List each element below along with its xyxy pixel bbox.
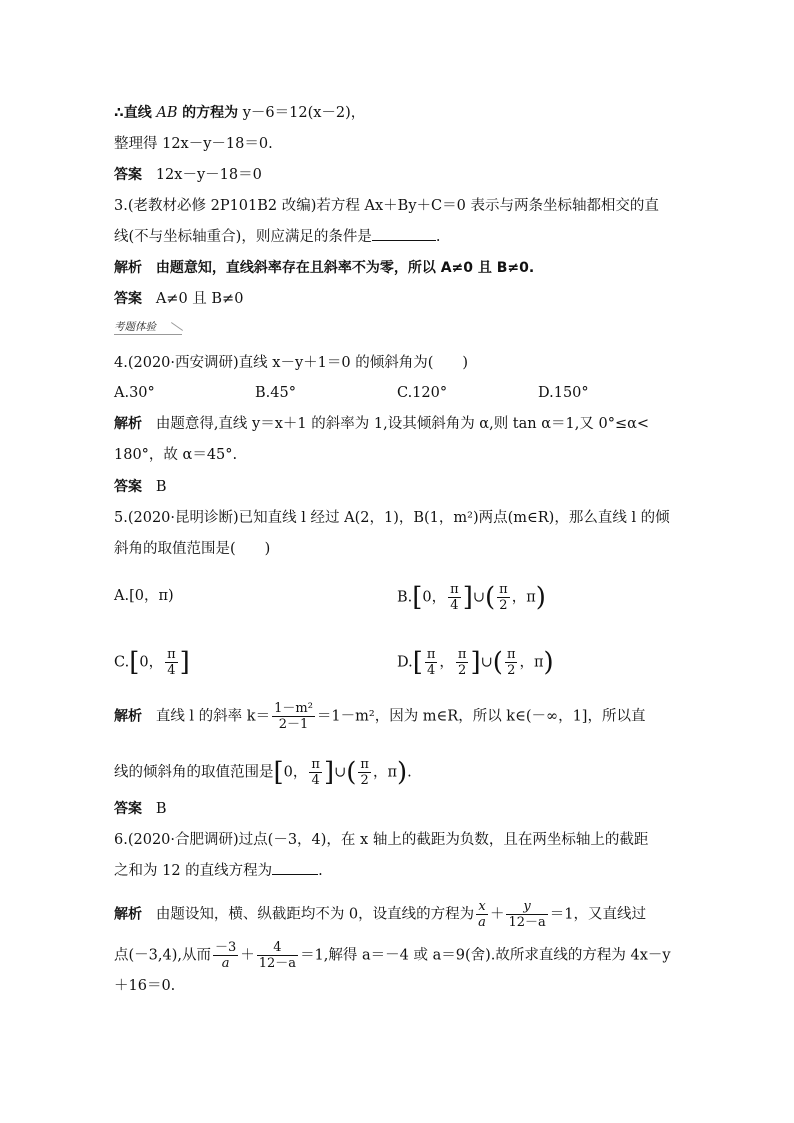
fraction: $\frac{\pi}{4}$: [311, 757, 320, 788]
bracket: ): [396, 757, 408, 788]
answer-line: [114, 476, 166, 498]
answer-line: [114, 288, 243, 310]
bracket: (: [346, 757, 357, 788]
answer-line: [114, 798, 166, 820]
bracket: [: [412, 647, 423, 678]
math-text: ，π: [511, 589, 536, 606]
text-segment: y－6＝12(x－2)，: [242, 105, 366, 121]
text-line: [114, 102, 365, 124]
solution-label: 解析: [114, 708, 142, 725]
option-d: D.[ $\frac{\pi}{4}$ ， $\frac{\pi}{2}$ ]∪( $\frac{\pi}{2}$ ，π): [397, 647, 554, 678]
fraction: $\frac{\pi}{4}$: [450, 582, 459, 613]
text-segment: AB: [156, 105, 178, 121]
answer-label: 答案: [114, 479, 142, 495]
solution-text: ＝1－m²，因为 m∈R，所以 k∈(－∞，1]，所以直: [316, 708, 646, 725]
solution-line: 180°，故 α＝45°.: [114, 447, 238, 463]
math-text: 0，: [422, 589, 447, 606]
fraction: $\frac{\pi}{2}$: [506, 647, 516, 678]
bracket: [: [129, 647, 140, 678]
bracket: (: [485, 582, 496, 613]
answer-blank: [272, 860, 318, 875]
math-text: ，π: [372, 764, 397, 781]
solution-text: 由题设知，横、纵截距均不为 0，设直线的方程为: [155, 906, 475, 923]
fraction: $\frac{\pi}{2}$: [499, 582, 508, 613]
math-text: ∪: [480, 654, 493, 671]
text-segment: 之和为 12 的直线方程为: [114, 863, 273, 879]
answer-text: A≠0 且 B≠0: [155, 291, 244, 307]
answer-text: B: [155, 479, 167, 495]
question-line: 3.(老教材必修 2P101B2 改编)若方程 Ax＋By＋C＝0 表示与两条坐标轴都相交的直: [114, 198, 659, 214]
solution-text: ＝1，又直线过: [549, 906, 646, 923]
question-line: 斜角的取值范围是( ): [114, 541, 271, 557]
solution-text: ＝1,解得 a＝－4 或 a＝9(舍).故所求直线的方程为 4x－y: [300, 947, 671, 964]
option-letter: C.: [114, 654, 130, 671]
fraction: $\frac{x}{a}$: [478, 899, 486, 930]
solution-line: [114, 257, 534, 279]
section-tag-decoration: [171, 322, 183, 331]
answer-label: 答案: [114, 291, 142, 307]
text-segment: 线(不与坐标轴重合)，则应满足的条件是: [114, 229, 372, 245]
answer-text: 12x－y－18＝0: [155, 167, 262, 183]
option-d: D.150°: [538, 385, 589, 401]
option-b: [397, 582, 546, 613]
text-segment: 的方程为: [182, 105, 239, 121]
solution-text: 点(－3,4),从而: [114, 947, 211, 964]
math-text: 0，: [283, 764, 308, 781]
bracket: ]: [179, 647, 190, 678]
question-line: 4.(2020·西安调研)直线 x－y＋1＝0 的倾斜角为( ): [114, 355, 469, 371]
text-line: 整理得 12x－y－18＝0.: [114, 136, 273, 152]
solution-text: 由题意得,直线 y＝x＋1 的斜率为 1,设其倾斜角为 α,则 tan α＝1,又 0°≤α<: [155, 416, 650, 432]
math-text: ＋: [240, 947, 255, 964]
option-a: A.30°: [114, 385, 155, 401]
solution-line: ＋16＝0.: [114, 978, 176, 994]
option-b: B.45°: [255, 385, 296, 401]
option-letter: B.: [397, 589, 413, 606]
option-c: [114, 647, 190, 678]
fraction: $\frac{y}{12-a}$: [508, 899, 546, 930]
solution-line: [114, 899, 646, 930]
bracket: ): [543, 647, 554, 678]
math-text: ∪: [472, 589, 486, 606]
math-text: ∪: [334, 764, 347, 781]
solution-line: [114, 757, 412, 788]
fraction: $\frac{\text{1－m²}}{2-1}$: [274, 701, 313, 732]
solution-line: [114, 940, 671, 971]
option-letter: D.: [397, 654, 413, 671]
bracket: ): [535, 582, 546, 613]
fraction: $\frac{\pi}{4}$: [426, 647, 436, 678]
option-c: C.120°: [397, 385, 448, 401]
fraction: $\frac{\pi}{2}$: [457, 647, 467, 678]
question-line: 6.(2020·合肥调研)过点(－3，4)，在 x 轴上的截距为负数，且在两坐标轴上的截距: [114, 832, 649, 848]
math-text: 0，: [139, 654, 164, 671]
answer-label: 答案: [114, 801, 142, 817]
bracket: ]: [470, 647, 481, 678]
math-text: ＋: [489, 906, 505, 923]
solution-text: 由题意知，直线斜率存在且斜率不为零，所以 A≠0 且 B≠0.: [155, 260, 535, 276]
bracket: ]: [323, 757, 335, 788]
text-segment: ∴直线: [114, 105, 152, 121]
fraction: $\frac{4}{12-a}$: [258, 940, 297, 971]
bracket: [: [412, 582, 423, 613]
answer-label: 答案: [114, 167, 142, 183]
solution-label: 解析: [114, 260, 142, 276]
question-line: 线(不与坐标轴重合)，则应满足的条件是 .: [114, 226, 440, 248]
question-line: 5.(2020·昆明诊断)已知直线 l 经过 A(2，1)，B(1，m²)两点(m∈R)，那么直线 l 的倾: [114, 510, 670, 526]
solution-label: 解析: [114, 416, 142, 432]
fraction: $\frac{\pi}{4}$: [167, 647, 176, 678]
answer-text: B: [155, 801, 167, 817]
bracket: (: [492, 647, 503, 678]
solution-text: 线的倾斜角的取值范围是: [114, 764, 274, 781]
bracket: [: [273, 757, 284, 788]
section-tag-underline: [114, 334, 182, 335]
solution-text: 直线 l 的斜率 k＝: [155, 708, 271, 725]
solution-line: [114, 701, 645, 732]
fraction: $\frac{\pi}{2}$: [360, 757, 369, 788]
answer-line: [114, 164, 262, 186]
fraction: $\frac{-3}{a}$: [214, 940, 237, 971]
section-tag: 考题体验: [114, 321, 156, 333]
math-text: .: [407, 764, 412, 781]
solution-label: 解析: [114, 906, 142, 923]
bracket: ]: [462, 582, 473, 613]
option-a: A.[0，π): [114, 588, 174, 604]
question-line: 之和为 12 的直线方程为 .: [114, 860, 323, 882]
math-text: ，π: [519, 654, 544, 671]
answer-blank: [372, 226, 436, 241]
solution-line: [114, 413, 649, 435]
